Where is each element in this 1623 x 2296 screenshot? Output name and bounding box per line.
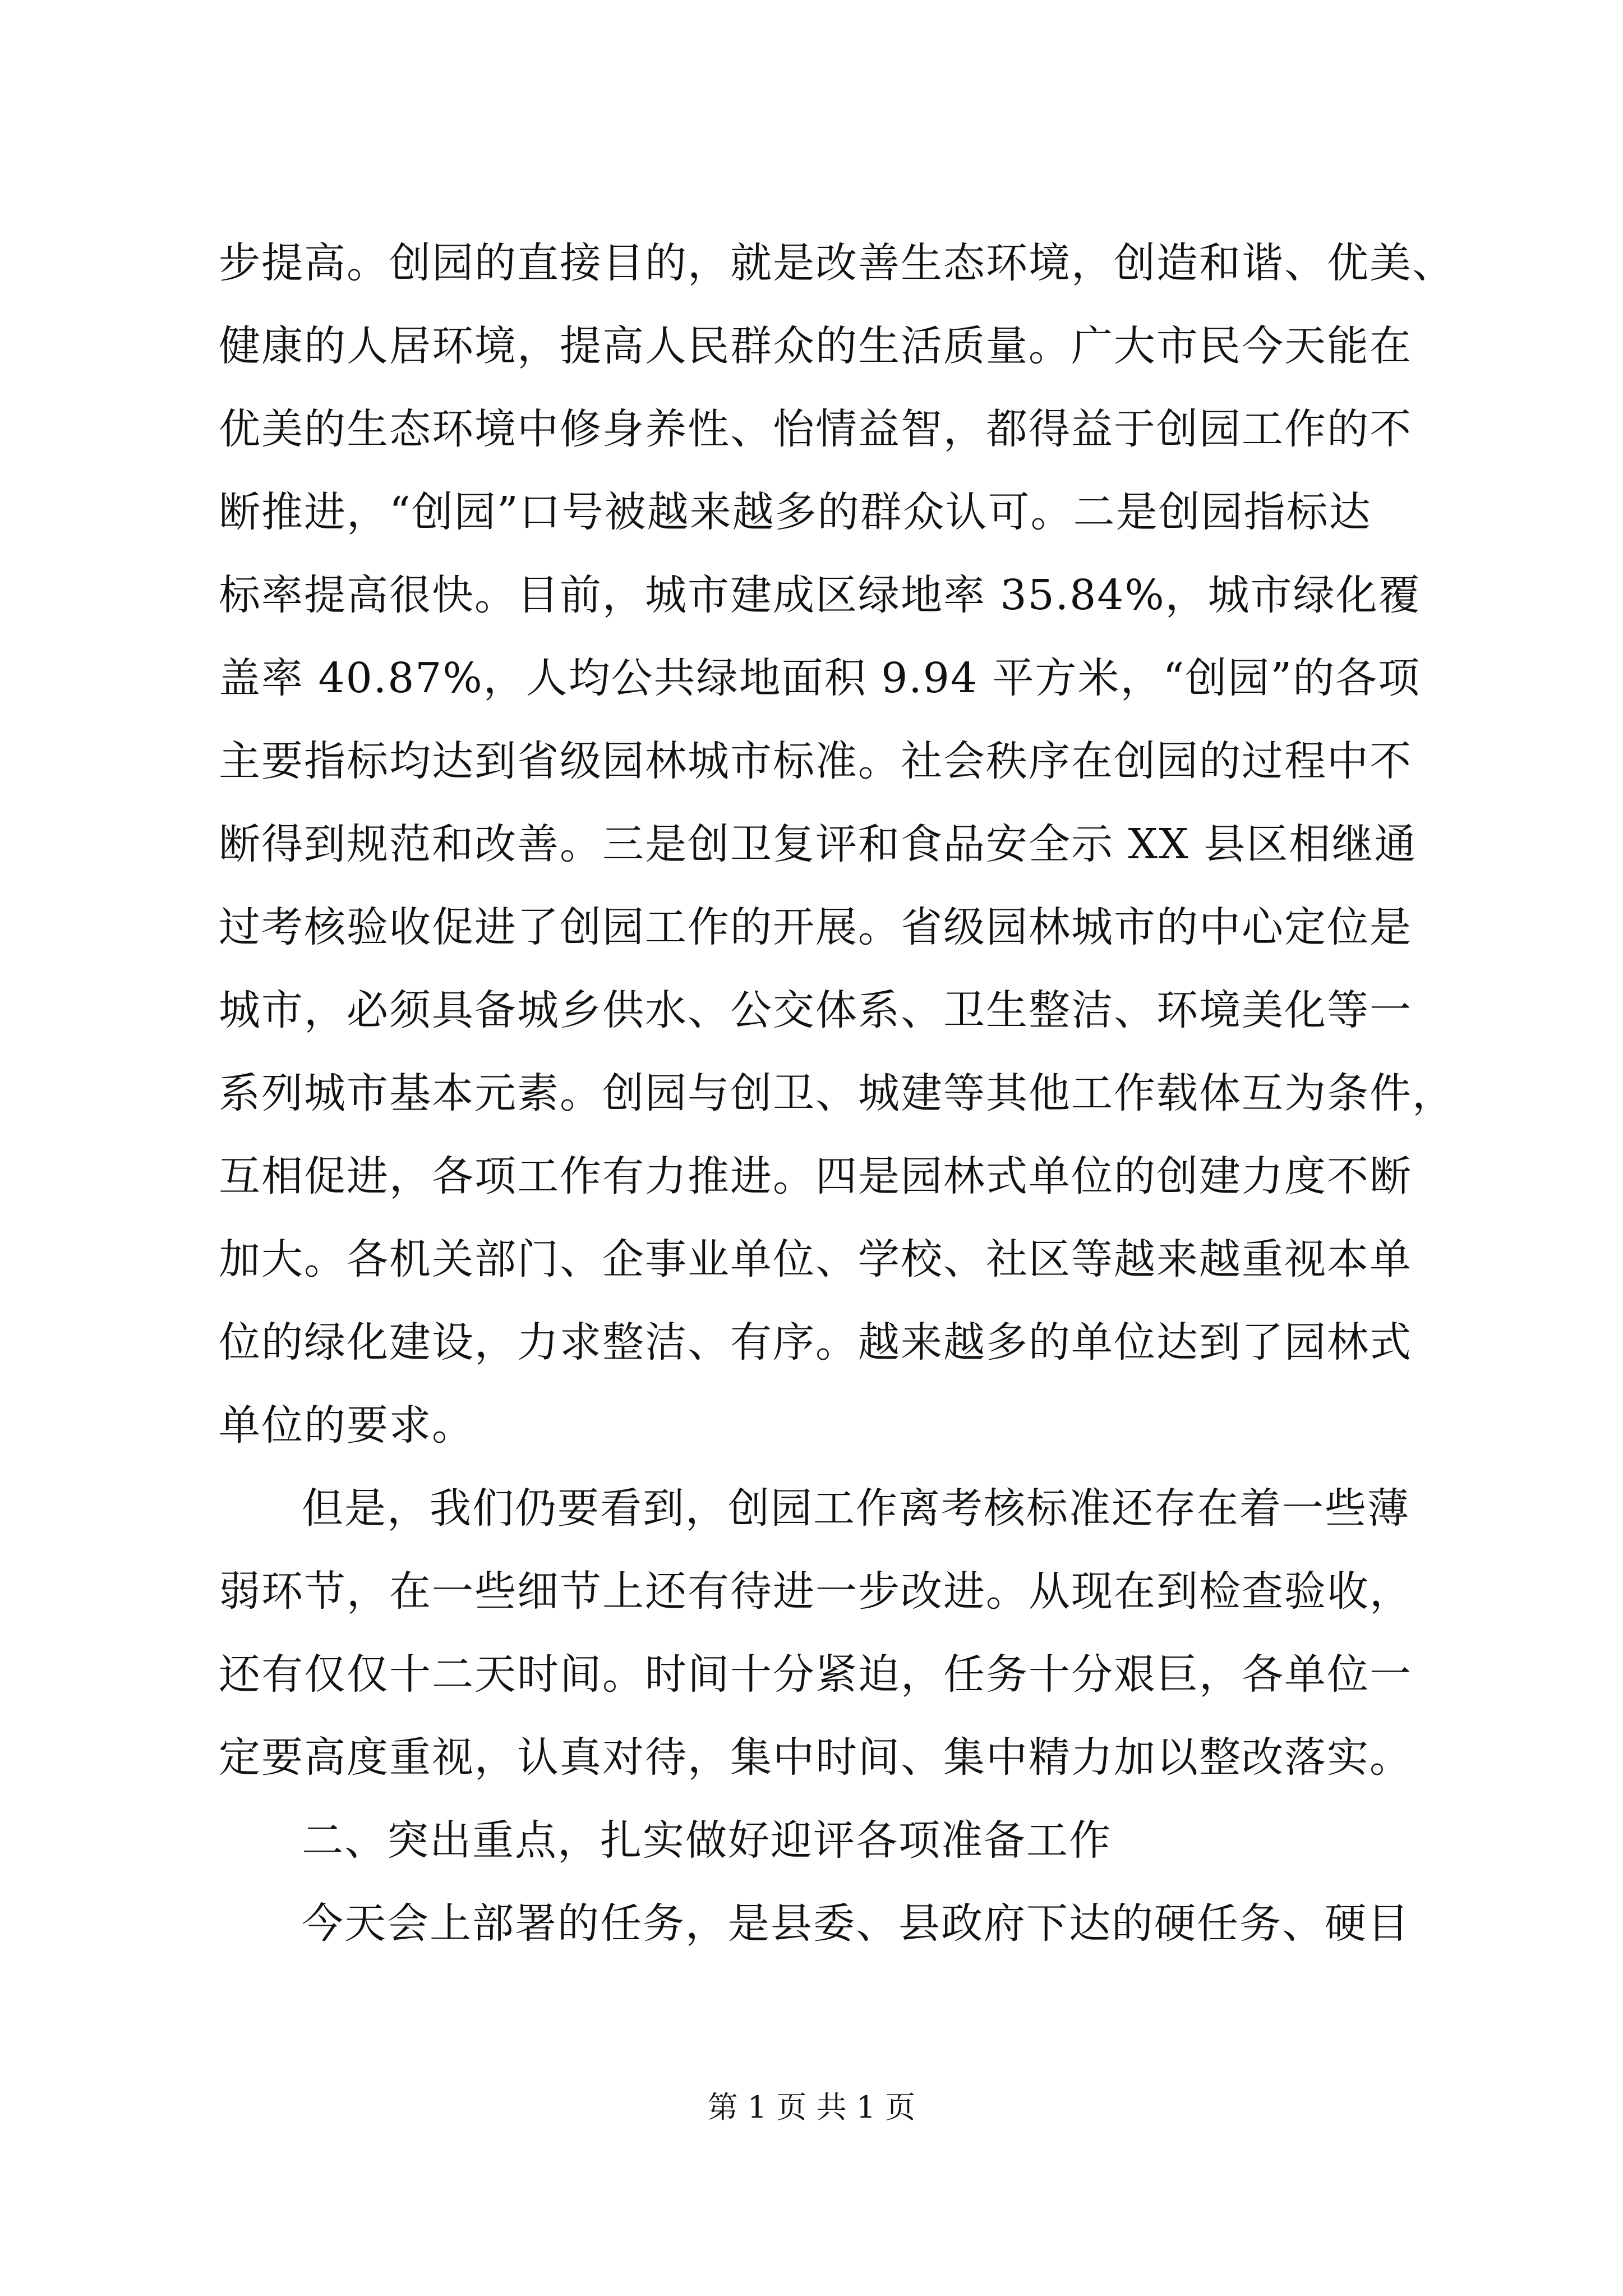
text-line: 互相促进，各项工作有力推进。四是园林式单位的创建力度不断 (219, 1152, 1412, 1200)
paragraph-start-line: 但是，我们仍要看到，创园工作离考核标准还存在着一些薄 (302, 1484, 1410, 1533)
text-line: 还有仅仅十二天时间。时间十分紧迫，任务十分艰巨，各单位一 (219, 1650, 1412, 1699)
text-line: 优美的生态环境中修身养性、怡情益智，都得益于创园工作的不 (219, 405, 1412, 453)
text-line: 系列城市基本元素。创园与创卫、城建等其他工作载体互为条件， (219, 1069, 1455, 1117)
text-line: 加大。各机关部门、企事业单位、学校、社区等越来越重视本单 (219, 1235, 1412, 1283)
paragraph-start-line: 今天会上部署的任务，是县委、县政府下达的硬任务、硬目 (302, 1899, 1410, 1948)
page-footer: 第 1 页 共 1 页 (707, 2090, 916, 2125)
text-line: 步提高。创园的直接目的，就是改善生态环境，创造和谐、优美、 (219, 239, 1455, 287)
text-line: 城市，必须具备城乡供水、公交体系、卫生整洁、环境美化等一 (219, 986, 1412, 1034)
text-line: 标率提高很快。目前，城市建成区绿地率 35.84%，城市绿化覆 (219, 571, 1421, 619)
text-line: 断推进，“创园”口号被越来越多的群众认可。二是创园指标达 (219, 488, 1372, 536)
section-heading: 二、突出重点，扎实做好迎评各项准备工作 (302, 1816, 1112, 1865)
text-line: 断得到规范和改善。三是创卫复评和食品安全示 XX 县区相继通 (219, 820, 1417, 868)
text-line: 弱环节，在一些细节上还有待进一步改进。从现在到检查验收， (219, 1567, 1412, 1616)
text-line: 过考核验收促进了创园工作的开展。省级园林城市的中心定位是 (219, 903, 1412, 951)
text-line: 定要高度重视，认真对待，集中时间、集中精力加以整改落实。 (219, 1733, 1412, 1782)
text-line: 盖率 40.87%，人均公共绿地面积 9.94 平方米，“创园”的各项 (219, 654, 1421, 702)
text-line: 主要指标均达到省级园林城市标准。社会秩序在创园的过程中不 (219, 737, 1412, 785)
document-body (219, 222, 1455, 1965)
text-line: 位的绿化建设，力求整洁、有序。越来越多的单位达到了园林式 (219, 1318, 1412, 1366)
text-line: 单位的要求。 (219, 1401, 474, 1450)
text-line: 健康的人居环境，提高人民群众的生活质量。广大市民今天能在 (219, 322, 1412, 370)
